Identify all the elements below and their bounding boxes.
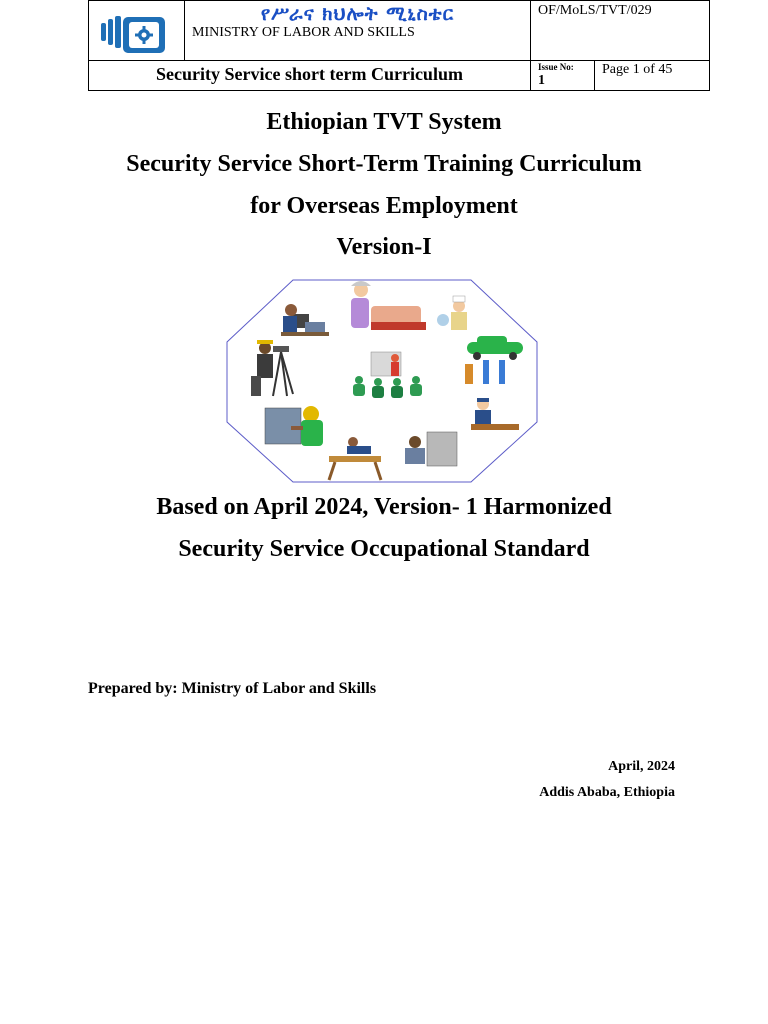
electrician-icon (265, 406, 323, 446)
curriculum-title-cell (89, 61, 531, 90)
ministry-logo-icon (89, 1, 185, 61)
page-info: Page 1 of 45 (602, 62, 673, 77)
ministry-name: MINISTRY OF LABOR AND SKILLS (192, 25, 415, 40)
title-line-4: Version-I (336, 234, 432, 260)
machinist-icon (405, 432, 457, 466)
title-line-3: for Overseas Employment (250, 193, 518, 219)
prepared-by: Prepared by: Ministry of Labor and Skills (88, 680, 377, 697)
publication-location: Addis Ababa, Ethiopia (539, 785, 675, 800)
issue-cell (531, 61, 595, 90)
occupations-illustration (221, 276, 543, 486)
document-header-table (88, 0, 710, 91)
issue-number: 1 (538, 73, 545, 88)
curriculum-title: Security Service short term Curriculum (156, 64, 463, 84)
publication-date: April, 2024 (608, 759, 675, 774)
page-info-cell (595, 61, 709, 90)
document-code-cell (531, 1, 709, 61)
title-line-1: Ethiopian TVT System (266, 109, 502, 135)
subtitle-line-1: Based on April 2024, Version- 1 Harmonized (156, 494, 612, 520)
document-code: OF/MoLS/TVT/029 (538, 3, 652, 18)
amharic-ministry-title: የሥራና ክህሎት ሚኒስቴር (260, 3, 455, 25)
subtitle-line-2: Security Service Occupational Standard (178, 536, 590, 562)
issue-label: Issue No: (538, 62, 574, 72)
ministry-cell (185, 1, 531, 61)
title-line-2: Security Service Short-Term Training Curriculum (126, 151, 642, 177)
logo-cell (89, 1, 185, 61)
